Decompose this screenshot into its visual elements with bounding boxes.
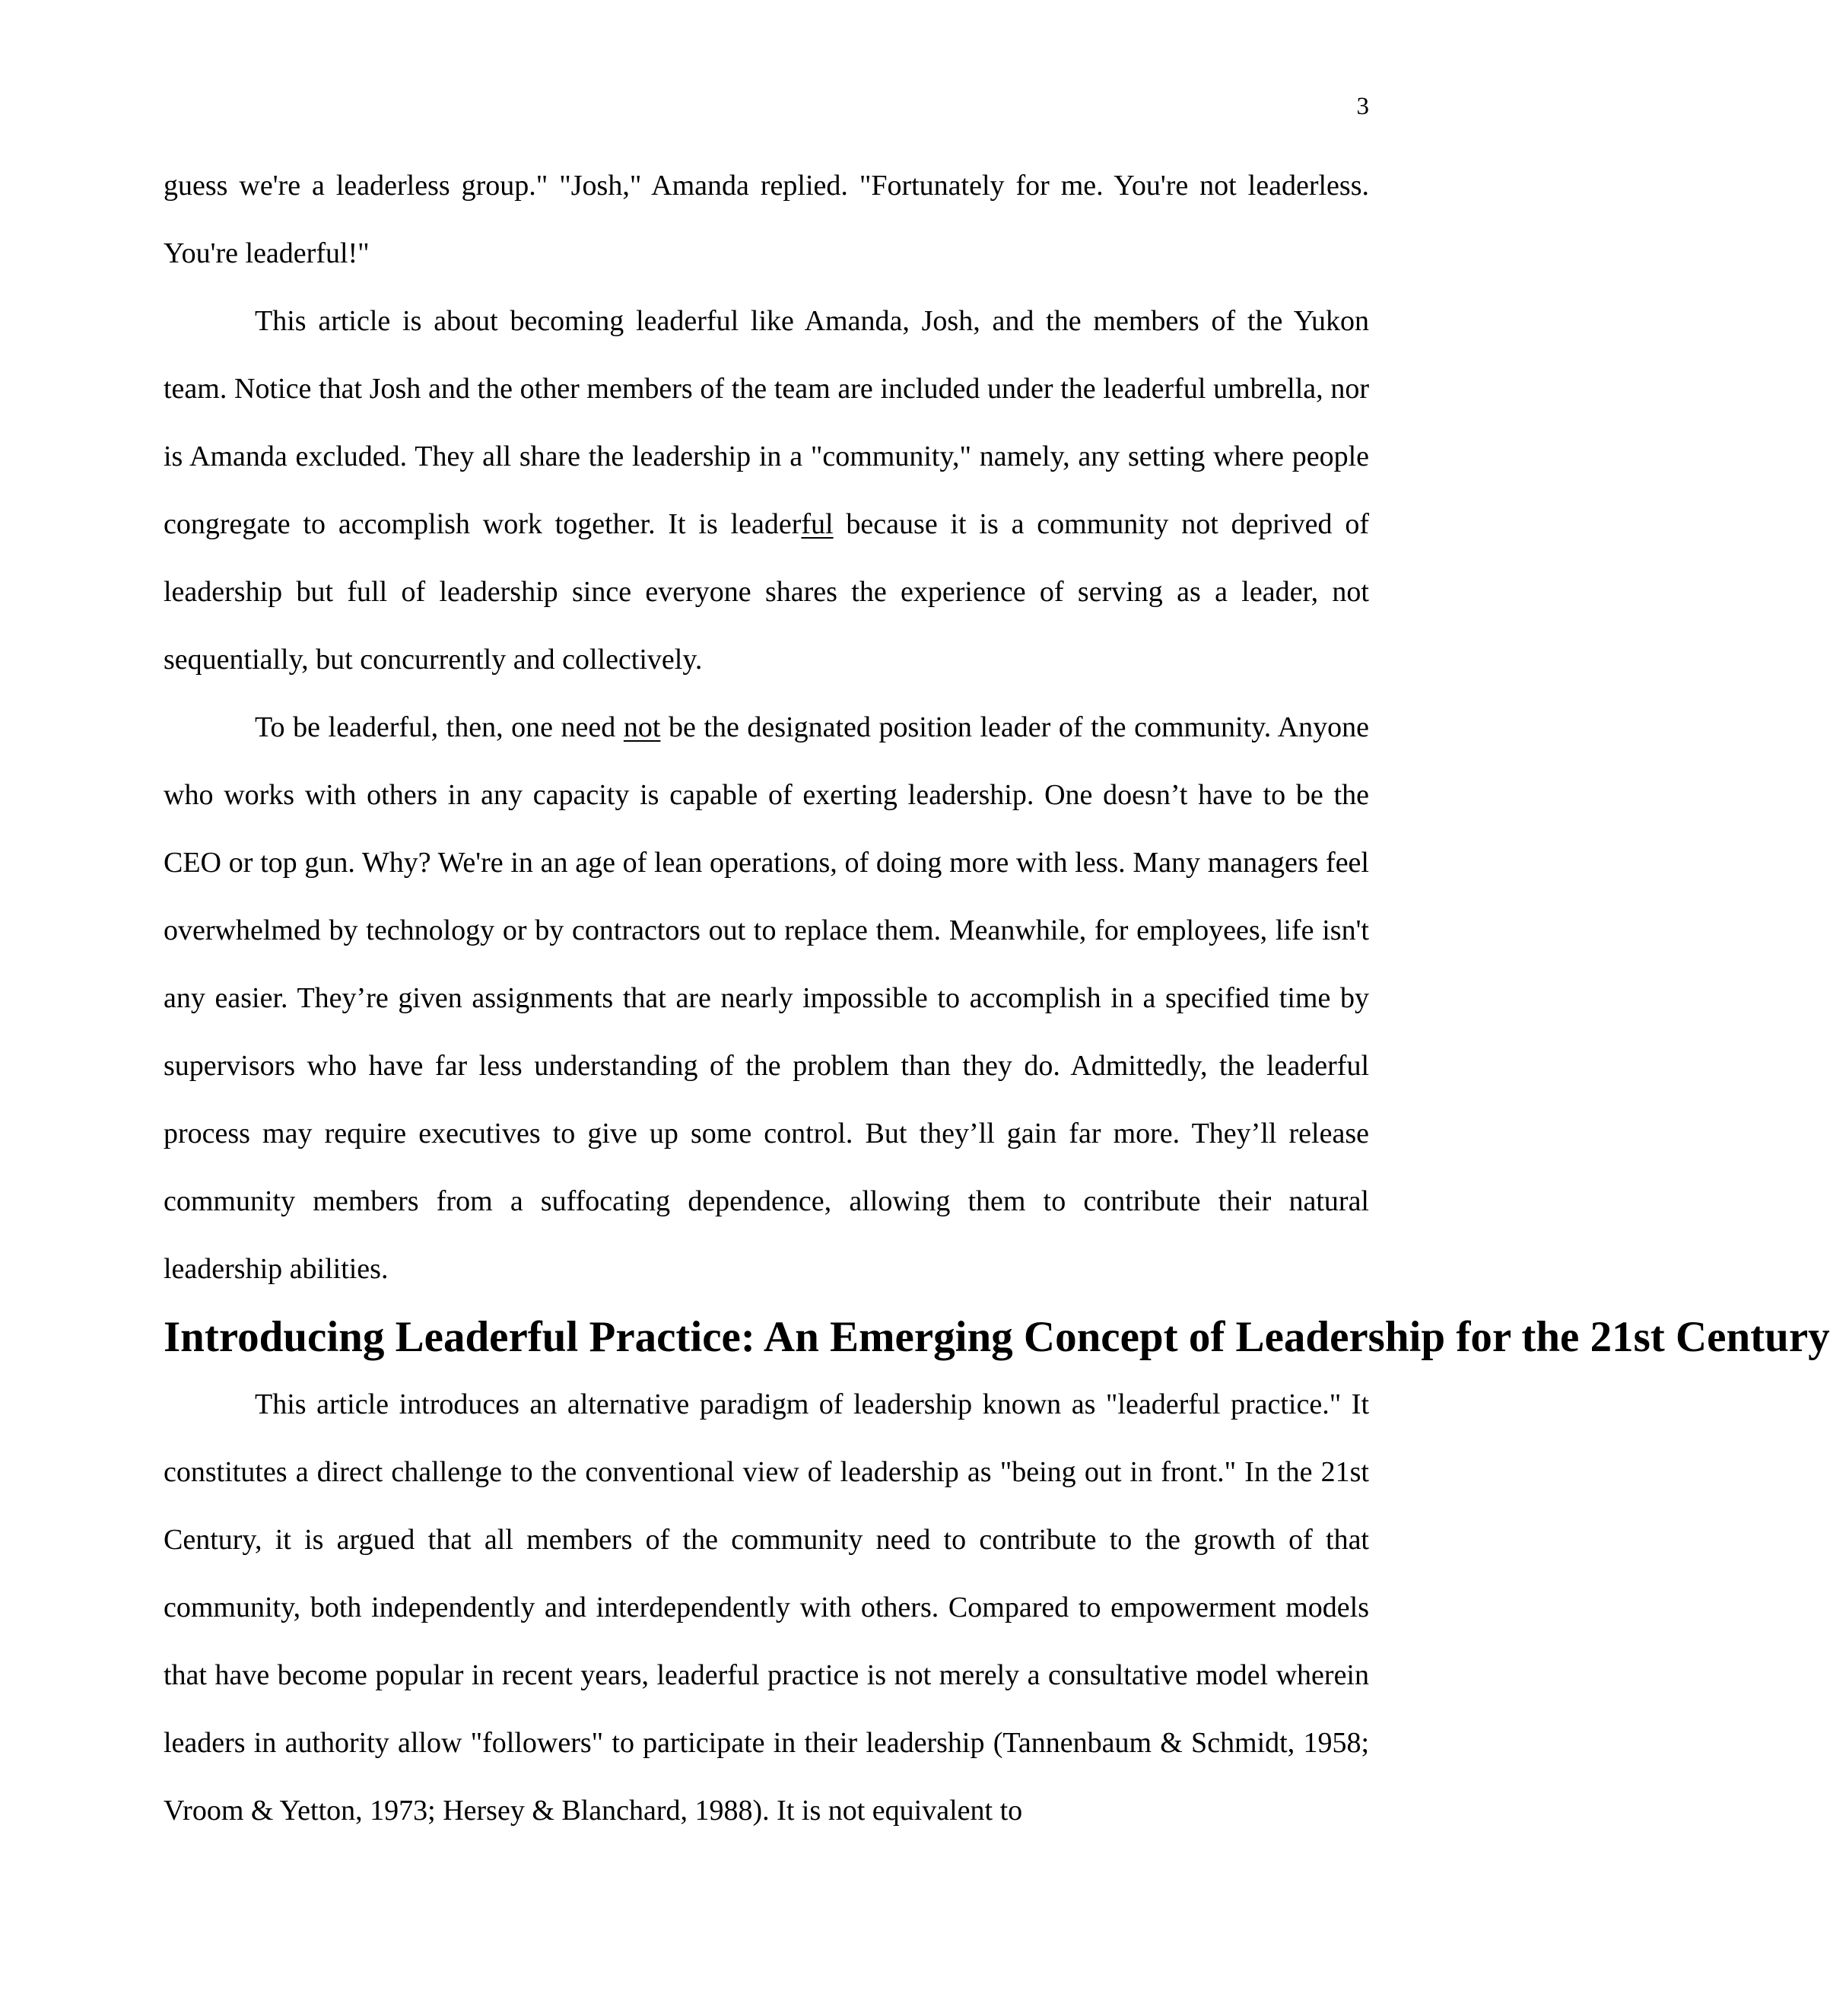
underlined-emphasis: ful	[801, 508, 834, 540]
paragraph-continuation: guess we're a leaderless group." "Josh," Amanda replied. "Fortunately for me. You're not leaderless. You're leaderful!"	[164, 170, 1369, 269]
paragraph-leaderful-definition	[164, 288, 1369, 694]
paragraph-text: To be leaderful, then, one need	[255, 711, 624, 743]
paragraph-text: This article is about becoming leaderful like Amanda, Josh, and the members of the Yukon team. Notice that Josh and the other members of the team are included under the leaderful umbrella, nor is Amanda excluded. They all share the leadership in a "community," namely, any setting where people congregate to accomplish work together. It is leader	[164, 305, 1369, 540]
paragraph-introduction: This article introduces an alternative paradigm of leadership known as "leaderful practice." It constitutes a direct challenge to the conventional view of leadership as "being out in front." In the 21st Century, it is argued that all members of the community need to contribute to the growth of that community, both independently and interdependently with others. Compared to empowerment models that have become popular in recent years, leaderful practice is not merely a consultative model wherein leaders in authority allow "followers" to participate in their leadership (Tannenbaum & Schmidt, 1958; Vroom & Yetton, 1973; Hersey & Blanchard, 1988). It is not equivalent to	[164, 1388, 1369, 1827]
section-heading: Introducing Leaderful Practice: An Emerging Concept of Leadership for the 21st Century	[164, 1313, 1830, 1361]
page-number: 3	[1356, 93, 1369, 120]
paragraph-text: because it is a community not deprived of leadership but full of leadership since everyone shares the experience of serving as a leader, not sequentially, but concurrently and collectively.	[164, 508, 1369, 676]
underlined-emphasis: not	[623, 711, 661, 743]
document-body	[164, 152, 1830, 1845]
paragraph-text: be the designated position leader of the community. Anyone who works with others in any capacity is capable of exerting leadership. One doesn’t have to be the CEO or top gun. Why? We're in an age of lean operations, of doing more with less. Many managers feel overwhelmed by technology or by contractors out to replace them. Meanwhile, for employees, life isn't any easier. They’re given assignments that are nearly impossible to accomplish in a specified time by supervisors who have far less understanding of the problem than they do. Admittedly, the leaderful process may require executives to give up some control. But they’ll gain far more. They’ll release community members from a suffocating dependence, allowing them to contribute their natural leadership abilities.	[164, 711, 1369, 1285]
paragraph-anyone-can-lead	[164, 694, 1369, 1303]
